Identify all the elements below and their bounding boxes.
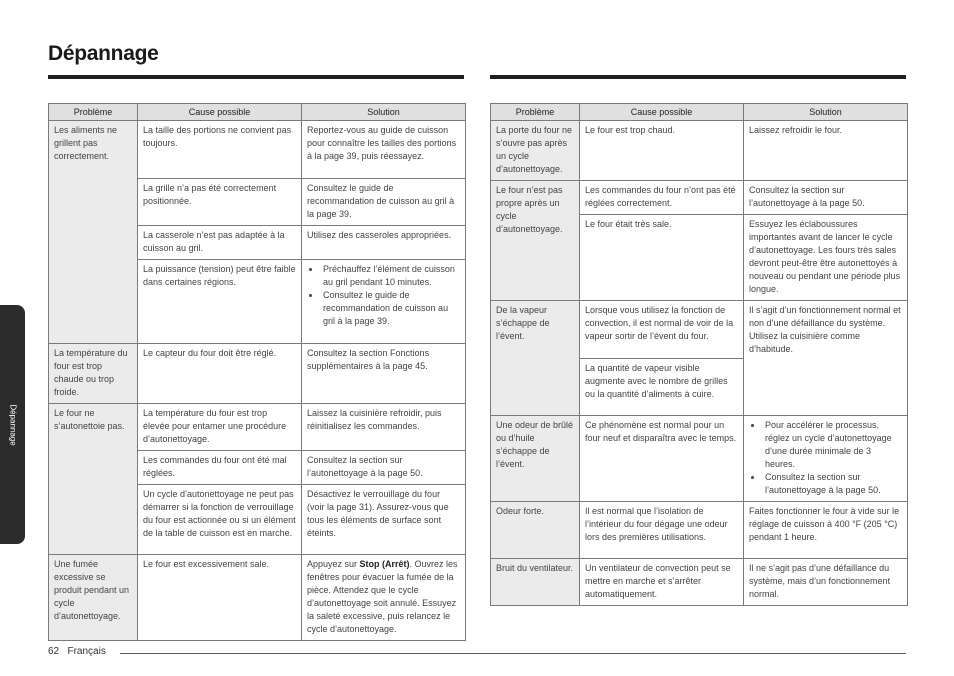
- problem-cell: Une odeur de brûlé ou d’huile s’échappe de l’évent.: [491, 416, 580, 502]
- table-header-row: [491, 104, 908, 121]
- solution-cell: Appuyez sur Stop (Arrêt). Ouvrez les fenêtres pour évacuer la fumée de la pièce. Attendez que le cycle d’autonettoyage soit annulé. Essuyez la saleté excessive, puis relancez le cycle d’autonettoyage.: [302, 555, 466, 641]
- header-problem: Problème: [491, 104, 580, 121]
- page-ref: 50: [852, 198, 863, 208]
- cause-cell: Ce phénomène est normal pour un four neuf et disparaîtra avec le temps.: [580, 416, 744, 502]
- cause-cell: Le capteur du four doit être réglé.: [138, 344, 302, 404]
- problem-cell: Le four ne s’autonettoie pas.: [49, 404, 138, 555]
- page-ref: 31: [359, 502, 370, 512]
- troubleshooting-table-right: [490, 103, 908, 606]
- table-row: [49, 121, 466, 179]
- footer-language: Français: [67, 646, 106, 657]
- solution-cell: Consultez la section Fonctions supplémentaires à la page 45.: [302, 344, 466, 404]
- cause-cell: Le four était très sale.: [580, 215, 744, 301]
- header-solution: Solution: [302, 104, 466, 121]
- cause-cell: La taille des portions ne convient pas toujours.: [138, 121, 302, 179]
- solution-cell: [744, 416, 908, 502]
- problem-cell: La porte du four ne s’ouvre pas après un cycle d’autonettoyage.: [491, 121, 580, 181]
- solution-cell: Consultez la section sur l’autonettoyage à la page 50.: [302, 451, 466, 485]
- table-row: [491, 121, 908, 181]
- cause-cell: Un ventilateur de convection peut se mettre en marche et s’arrêter automatiquement.: [580, 559, 744, 606]
- solution-cell: Il s’agit d’un fonctionnement normal et non d’une défaillance du système. Utilisez la cuisinière comme d’habitude.: [744, 301, 908, 416]
- page-ref: 50: [410, 468, 421, 478]
- solution-cell: [302, 260, 466, 344]
- solution-cell: Essuyez les éclaboussures importantes avant de lancer le cycle d’autonettoyage. Les fours très sales devront peut-être être autonettoyés à nouveau ou pendant une période plus longue.: [744, 215, 908, 301]
- cause-cell: Un cycle d’autonettoyage ne peut pas démarrer si la fonction de verrouillage du four est actionnée ou si un élément de la table de cuisson est en marche.: [138, 485, 302, 555]
- page-ref: 39: [339, 209, 350, 219]
- cause-cell: Les commandes du four n’ont pas été réglées correctement.: [580, 181, 744, 215]
- page-number: 62: [48, 646, 60, 657]
- problem-cell: Les aliments ne grillent pas correctement.: [49, 121, 138, 344]
- page-title: Dépannage: [48, 42, 159, 65]
- header-cause: Cause possible: [580, 104, 744, 121]
- problem-cell: Bruit du ventilateur.: [491, 559, 580, 606]
- table-header-row: [49, 104, 466, 121]
- solution-cell: Faites fonctionner le four à vide sur le réglage de cuisson à 400 °F (205 °C) pendant 1 heure.: [744, 502, 908, 559]
- problem-cell: La température du four est trop chaude ou trop froide.: [49, 344, 138, 404]
- cause-cell: La grille n’a pas été correctement positionnée.: [138, 179, 302, 226]
- section-side-tab: [0, 305, 25, 544]
- page-ref: 39: [346, 151, 357, 161]
- table-row: [491, 416, 908, 502]
- problem-cell: Une fumée excessive se produit pendant un cycle d’autonettoyage.: [49, 555, 138, 641]
- solution-cell: Il ne s’agit pas d’une défaillance du système, mais d’un fonctionnement normal.: [744, 559, 908, 606]
- table-row: [49, 404, 466, 451]
- cause-cell: La température du four est trop élevée pour entamer une procédure d’autonettoyage.: [138, 404, 302, 451]
- problem-cell: Le four n’est pas propre après un cycle d’autonettoyage.: [491, 181, 580, 301]
- table-row: [491, 502, 908, 559]
- cause-cell: La puissance (tension) peut être faible dans certaines régions.: [138, 260, 302, 344]
- solution-cell: Utilisez des casseroles appropriées.: [302, 226, 466, 260]
- header-solution: Solution: [744, 104, 908, 121]
- cause-cell: La quantité de vapeur visible augmente avec le nombre de grilles ou la quantité d’aliments à cuire.: [580, 359, 744, 416]
- cause-cell: La casserole n’est pas adaptée à la cuisson au gril.: [138, 226, 302, 260]
- cause-cell: Les commandes du four ont été mal réglées.: [138, 451, 302, 485]
- solution-bullet: • Pour accélérer le processus, réglez un cycle d’autonettoyage d’une durée minimale de 3 heures.: [763, 419, 902, 471]
- cause-cell: Il est normal que l’isolation de l’intérieur du four dégage une odeur lors des premières utilisations.: [580, 502, 744, 559]
- solution-cell: Consultez la section sur l’autonettoyage à la page 50.: [744, 181, 908, 215]
- solution-cell: Reportez-vous au guide de cuisson pour connaître les tailles des portions à la page 39, puis réessayez.: [302, 121, 466, 179]
- page-ref: 45: [415, 361, 426, 371]
- cause-cell: Lorsque vous utilisez la fonction de convection, il est normal de voir de la vapeur sortir de l’évent du four.: [580, 301, 744, 359]
- table-row: [491, 559, 908, 606]
- solution-cell: Consultez le guide de recommandation de cuisson au gril à la page 39.: [302, 179, 466, 226]
- problem-cell: De la vapeur s’échappe de l’évent.: [491, 301, 580, 416]
- table-row: [49, 555, 466, 641]
- title-rule-right: [490, 75, 906, 79]
- solution-bullet: • Consultez le guide de recommandation de cuisson au gril à la page 39.: [321, 289, 460, 328]
- problem-cell: Odeur forte.: [491, 502, 580, 559]
- header-cause: Cause possible: [138, 104, 302, 121]
- header-problem: Problème: [49, 104, 138, 121]
- side-tab-label: Dépannage: [8, 403, 17, 446]
- table-row: [49, 344, 466, 404]
- solution-cell: Désactivez le verrouillage du four (voir la page 31). Assurez-vous que tous les éléments de surface sont éteints.: [302, 485, 466, 555]
- footer-rule: [120, 653, 906, 654]
- cause-cell: Le four est excessivement sale.: [138, 555, 302, 641]
- solution-bullet: • Consultez la section sur l’autonettoyage à la page 50.: [763, 471, 902, 497]
- table-row: [491, 301, 908, 359]
- solution-cell: Laissez la cuisinière refroidir, puis réinitialisez les commandes.: [302, 404, 466, 451]
- solution-cell: Laissez refroidir le four.: [744, 121, 908, 181]
- page-ref: 39: [377, 316, 388, 326]
- page-ref: 50: [868, 485, 879, 495]
- stop-key-label: Stop (Arrêt): [359, 559, 410, 569]
- table-row: [491, 181, 908, 215]
- solution-bullet: • Préchauffez l’élément de cuisson au gril pendant 10 minutes.: [321, 263, 460, 289]
- title-rule-left: [48, 75, 464, 79]
- page-footer: [48, 646, 106, 657]
- troubleshooting-table-left: [48, 103, 466, 641]
- cause-cell: Le four est trop chaud.: [580, 121, 744, 181]
